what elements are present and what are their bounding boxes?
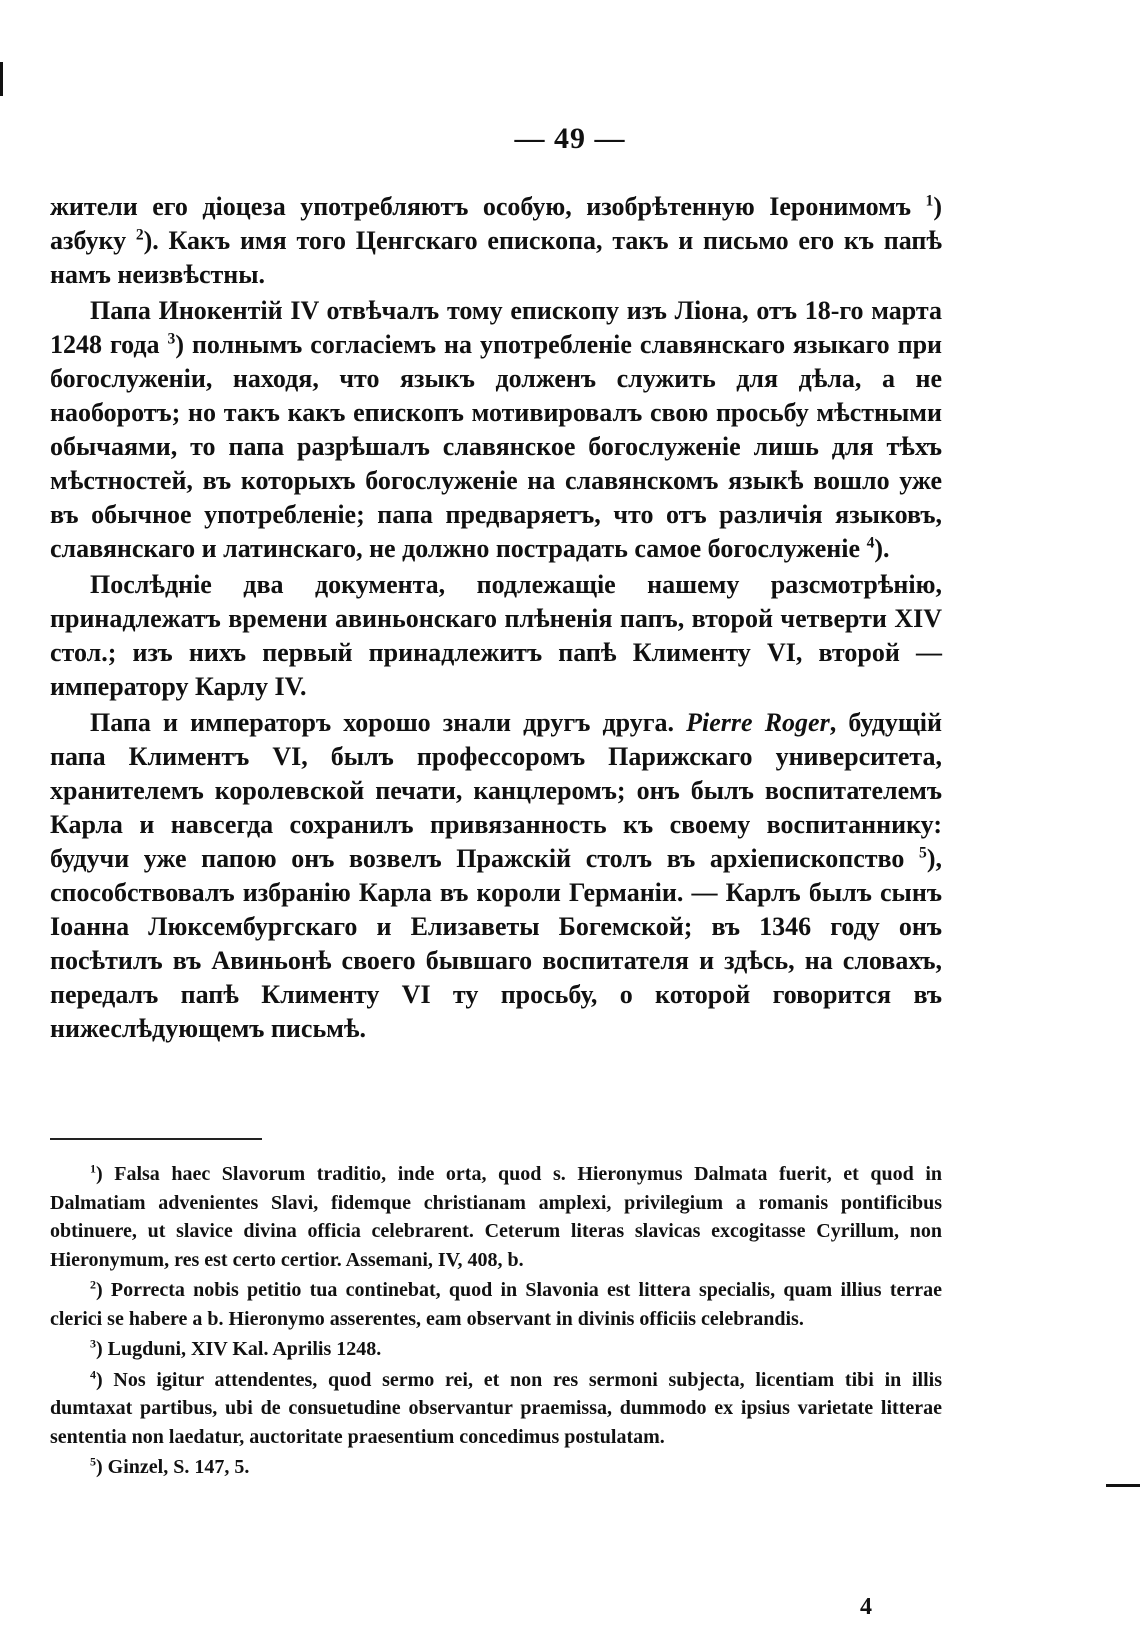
footnote-text: ) Nos igitur attendentes, quod sermo rei, et non res sermoni subjecta, licentiam tibi in illis dumtaxat partibus, ubi de consuetudine observantur praemissa, dummodo ex ipsius varietate litterae sententia non laedatur, auctoritate praesentium concedimus postulatam. xyxy=(50,1368,942,1448)
footnote-mark: 3 xyxy=(90,1336,96,1351)
footnote-ref: 3 xyxy=(167,330,176,348)
footnote-text: ) Porrecta nobis petitio tua continebat, quod in Slavonia est littera specialis, quam illius terrae clerici se habere a b. Hieronymo asserentes, eam observant in divinis officiis celebrandis. xyxy=(50,1279,942,1330)
left-edge-mark xyxy=(0,62,3,96)
footnote xyxy=(50,1453,942,1482)
footnote-mark: 2 xyxy=(90,1277,96,1292)
page-number: — 49 — xyxy=(514,122,626,155)
text-segment: Послѣдніе два документа, подлежащіе нашему разсмотрѣнію, принадлежатъ времени авиньонскаго плѣненія папъ, второй четверти XIV стол.; изъ нихъ первый принадлежитъ папѣ Клименту VI, второй — императору Карлу IV. xyxy=(50,570,942,701)
footnote-mark: 4 xyxy=(90,1366,96,1381)
text-segment: Папа и императоръ хорошо знали другъ друга. xyxy=(90,708,687,737)
paragraph xyxy=(50,568,942,704)
text-segment: ). xyxy=(874,534,890,563)
footnote xyxy=(50,1366,942,1452)
footnote-ref: 4 xyxy=(866,534,875,552)
text-segment: ) азбуку xyxy=(50,192,942,255)
text-segment: ). Какъ имя того Ценгскаго епископа, такъ и письмо его къ папѣ намъ неизвѣстны. xyxy=(50,226,942,289)
text-segment: ), способствовалъ избранію Карла въ короли Германіи. — Карлъ былъ сынъ Іоанна Люксембургскаго и Елизаветы Богемской; въ 1346 году онъ посѣтилъ въ Авиньонѣ своего бывшаго воспитателя и здѣсь, на словахъ, передалъ папѣ Клименту VI ту просьбу, о которой говорится въ нижеслѣдующемъ письмѣ. xyxy=(50,844,942,1043)
text-segment: , будущій папа Климентъ VI, былъ профессоромъ Парижскаго университета, хранителемъ королевской печати, канцлеромъ; онъ былъ воспитателемъ Карла и навсегда сохранилъ привязанность къ своему воспитаннику: будучи уже папою онъ возвелъ Пражскій столъ въ архіепископство xyxy=(50,708,942,873)
paragraph xyxy=(50,706,942,1046)
main-text xyxy=(50,190,942,1048)
paragraph xyxy=(50,294,942,566)
italic-name: Pierre Roger xyxy=(686,708,830,737)
footnote-mark: 1 xyxy=(90,1161,96,1176)
footnote-ref: 2 xyxy=(135,226,144,244)
footnote-text: ) Ginzel, S. 147, 5. xyxy=(96,1456,250,1478)
footnotes xyxy=(50,1160,942,1484)
text-segment: жители его діоцеза употребляютъ особую, изобрѣтенную Іеронимомъ xyxy=(50,192,926,221)
footnote-ref: 1 xyxy=(925,192,934,210)
signature-mark: 4 xyxy=(860,1594,872,1620)
text-segment: ) полнымъ согласіемъ на употребленіе славянскаго языкаго при богослуженіи, находя, что языкъ долженъ служить для дѣла, а не наоборотъ; но такъ какъ епископъ мотивировалъ свою просьбу мѣстными обычаями, то папа разрѣшалъ славянское богослуженіе лишь для тѣхъ мѣстностей, въ которыхъ богослуженіе на славянскомъ языкѣ вошло уже въ обычное употребленіе; папа предваряетъ, что отъ различія языковъ, славянскаго и латинскаго, не должно пострадать самое богослуженіе xyxy=(50,330,943,563)
footnote xyxy=(50,1160,942,1274)
paragraph xyxy=(50,190,942,292)
footnote xyxy=(50,1335,942,1364)
text-segment: Папа Инокентій IV отвѣчалъ тому епископу изъ Ліона, отъ 18-го марта 1248 года xyxy=(50,296,942,359)
footnote-ref: 5 xyxy=(919,844,927,862)
right-edge-mark xyxy=(1106,1484,1140,1487)
footnote-text: ) Falsa haec Slavorum traditio, inde orta, quod s. Hieronymus Dalmata fuerit, et quod in Dalmatiam advenientes Slavi, fidemque christianam amplexi, privilegium a romanis pontificibus obtinuere, ut slavice divina officia celebrarent. Ceterum literas slavicas excogitasse Cyrillum, non Hieronymum, res est certo certior. Assemani, IV, 408, b. xyxy=(50,1163,942,1271)
footnote-mark: 5 xyxy=(90,1454,96,1469)
footnote xyxy=(50,1276,942,1333)
footnote-text: ) Lugduni, XIV Kal. Aprilis 1248. xyxy=(96,1338,382,1360)
footnote-divider xyxy=(50,1138,262,1140)
